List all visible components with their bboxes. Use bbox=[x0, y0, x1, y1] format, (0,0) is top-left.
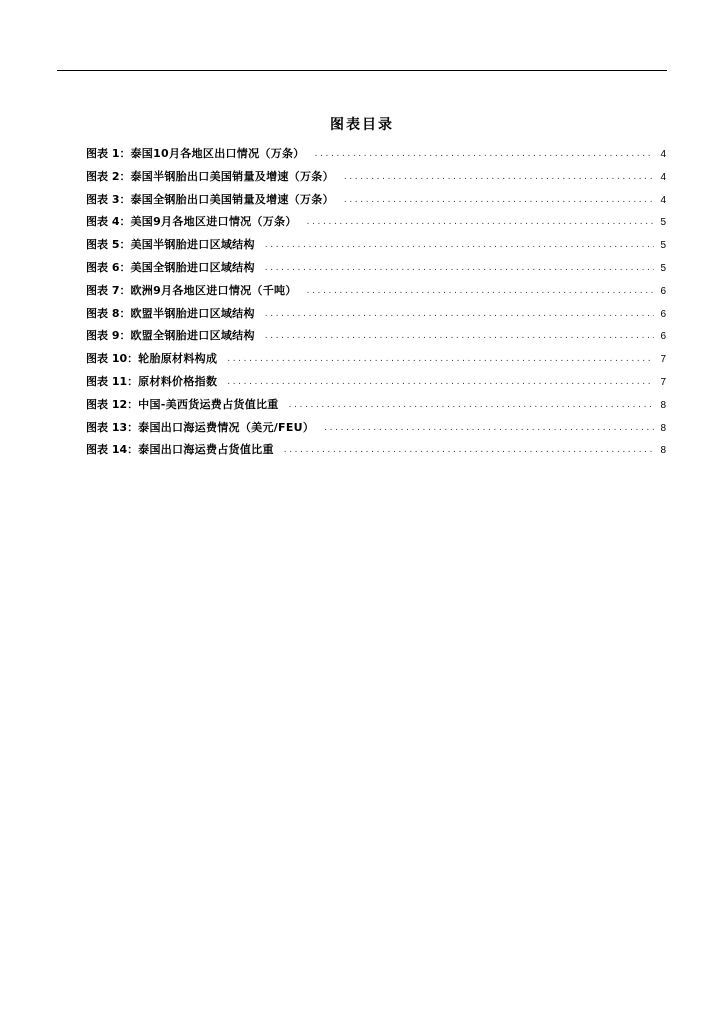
toc-entry-page: 5 bbox=[660, 240, 666, 252]
toc-entry[interactable] bbox=[86, 394, 666, 417]
toc-entry[interactable] bbox=[86, 417, 666, 440]
header-rule bbox=[57, 70, 667, 71]
toc-entry-caption: 泰国出口海运费占货值比重 bbox=[138, 443, 274, 457]
toc-entry[interactable] bbox=[86, 325, 666, 348]
dot-leader bbox=[265, 257, 654, 280]
dot-leader bbox=[265, 303, 654, 326]
toc-entry-page: 5 bbox=[660, 262, 666, 274]
toc-entry-page: 8 bbox=[660, 445, 666, 457]
toc-entry-label: 图表 6： bbox=[86, 260, 131, 274]
toc-entry-caption: 欧盟半钢胎进口区域结构 bbox=[130, 306, 255, 320]
toc-entry[interactable] bbox=[86, 211, 666, 234]
toc-entry-caption: 泰国半钢胎出口美国销量及增速（万条） bbox=[130, 169, 334, 183]
toc-entry-label: 图表 5： bbox=[86, 238, 131, 252]
toc-entry-label: 图表 13： bbox=[86, 420, 139, 434]
toc-entry-caption: 泰国出口海运费情况（美元/FEU） bbox=[138, 420, 315, 434]
toc-entry-page: 7 bbox=[660, 376, 666, 388]
dot-leader bbox=[344, 189, 654, 212]
dot-leader bbox=[307, 280, 654, 303]
toc-entry[interactable] bbox=[86, 234, 666, 257]
dot-leader bbox=[307, 211, 654, 234]
toc-entry[interactable] bbox=[86, 439, 666, 462]
toc-entry[interactable] bbox=[86, 280, 666, 303]
toc-entry-caption: 美国全钢胎进口区域结构 bbox=[130, 260, 255, 274]
toc-entry-label: 图表 4： bbox=[86, 215, 131, 229]
toc-entry-page: 5 bbox=[660, 217, 666, 229]
toc-title: 图表目录 bbox=[330, 117, 394, 133]
toc-entry-label: 图表 14： bbox=[86, 443, 139, 457]
dot-leader bbox=[315, 143, 654, 166]
toc-entry-label: 图表 1： bbox=[86, 147, 131, 160]
toc-entry-page: 6 bbox=[660, 331, 666, 343]
dot-leader bbox=[284, 439, 654, 462]
toc-entry-label: 图表 9： bbox=[86, 329, 131, 343]
toc-entry-caption: 泰国10月各地区出口情况（万条） bbox=[130, 147, 305, 160]
toc-entry[interactable] bbox=[86, 303, 666, 326]
toc-entry-caption: 中国-美西货运费占货值比重 bbox=[138, 397, 279, 411]
toc-entry-label: 图表 11： bbox=[86, 374, 139, 388]
dot-leader bbox=[324, 417, 654, 440]
dot-leader bbox=[227, 371, 654, 394]
toc-entry-label: 图表 7： bbox=[86, 283, 131, 297]
toc-entry[interactable] bbox=[86, 371, 666, 394]
toc-entry[interactable] bbox=[86, 189, 666, 212]
toc-entry-label: 图表 2： bbox=[86, 169, 131, 183]
toc-entry-label: 图表 12： bbox=[86, 397, 139, 411]
toc-entry[interactable] bbox=[86, 166, 666, 189]
toc-entry[interactable] bbox=[86, 257, 666, 280]
dot-leader bbox=[344, 166, 654, 189]
toc-entry-caption: 美国半钢胎进口区域结构 bbox=[130, 238, 255, 252]
toc-entry[interactable] bbox=[86, 348, 666, 371]
dot-leader bbox=[227, 348, 654, 371]
toc-entry-label: 图表 3： bbox=[86, 192, 131, 206]
toc-entry-page: 6 bbox=[660, 308, 666, 320]
dot-leader bbox=[289, 394, 654, 417]
toc-entry-caption: 原材料价格指数 bbox=[138, 374, 218, 388]
dot-leader bbox=[265, 234, 654, 257]
toc-entry-page: 8 bbox=[660, 422, 666, 434]
toc-entry-page: 6 bbox=[660, 285, 666, 297]
toc-list bbox=[86, 143, 666, 462]
toc-entry-page: 7 bbox=[660, 354, 666, 366]
toc-entry-caption: 欧盟全钢胎进口区域结构 bbox=[130, 329, 255, 343]
toc-entry-caption: 泰国全钢胎出口美国销量及增速（万条） bbox=[130, 192, 334, 206]
toc-entry-label: 图表 8： bbox=[86, 306, 131, 320]
toc-entry-label: 图表 10： bbox=[86, 352, 139, 366]
dot-leader bbox=[265, 325, 654, 348]
toc-entry-caption: 欧洲9月各地区进口情况（千吨） bbox=[130, 283, 297, 297]
toc-entry-caption: 美国9月各地区进口情况（万条） bbox=[130, 215, 297, 229]
toc-entry-page: 4 bbox=[660, 149, 666, 160]
toc-entry-caption: 轮胎原材料构成 bbox=[138, 352, 218, 366]
toc-entry-page: 8 bbox=[660, 399, 666, 411]
toc-entry[interactable] bbox=[86, 143, 666, 166]
toc-entry-page: 4 bbox=[660, 194, 666, 206]
toc-entry-page: 4 bbox=[660, 171, 666, 183]
